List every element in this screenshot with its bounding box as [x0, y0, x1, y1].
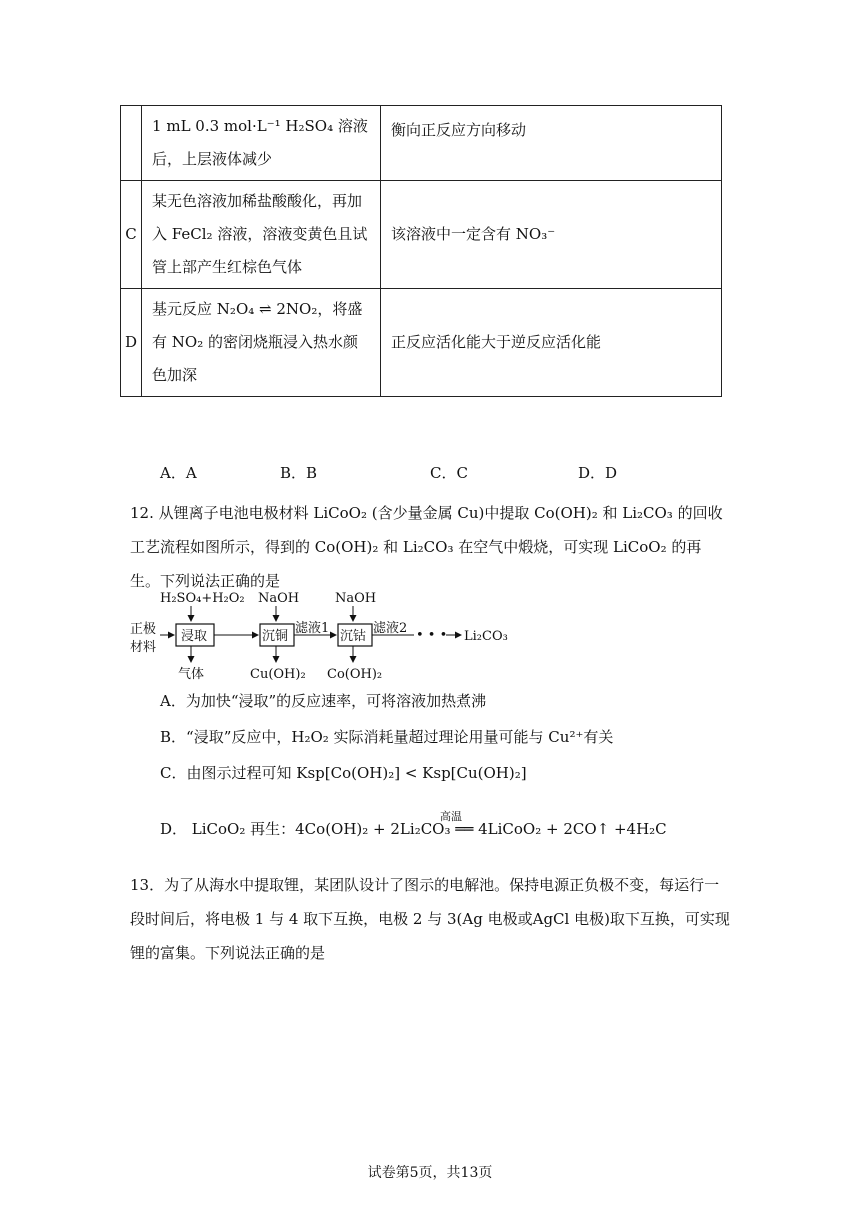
choice-a[interactable]: A．A: [160, 464, 197, 482]
box-leach-label: 浸取: [181, 629, 208, 644]
experiment-cell: 1 mL 0.3 mol·L⁻¹ H₂SO₄ 溶液后，上层液体减少: [142, 106, 381, 181]
experiment-cell: 基元反应 N₂O₄ ⇌ 2NO₂，将盛有 NO₂ 的密闭烧瓶浸入热水颜色加深: [142, 289, 381, 397]
choice-d[interactable]: D．D: [578, 464, 618, 482]
output-cuoh2: Cu(OH)₂: [250, 667, 306, 682]
box-cobalt-label: 沉钴: [340, 629, 367, 644]
table-row: [121, 181, 722, 289]
reagent-acid: H₂SO₄+H₂O₂: [160, 591, 245, 606]
question-13-stem: 13．为了从海水中提取锂，某团队设计了图示的电解池。保持电源正负极不变，每运行一段时间后，将电极 1 与 4 取下互换，电极 2 与 3(Ag 电极或AgCl 电极)取下互换，可实现锂的富集。下列说法正确的是: [130, 876, 730, 962]
conclusion-cell: 该溶液中一定含有 NO₃⁻: [381, 181, 722, 289]
choice-b[interactable]: B．B: [280, 464, 318, 482]
input-label-2: 材料: [130, 640, 157, 655]
option-b[interactable]: B．“浸取”反应中，H₂O₂ 实际消耗量超过理论用量可能与 Cu²⁺有关: [160, 728, 614, 746]
filtrate-2: 滤液2: [373, 621, 408, 636]
input-label-1: 正极: [130, 622, 157, 637]
flow-dots: • • •: [416, 628, 448, 643]
option-d[interactable]: D． LiCoO₂ 再生：4Co(OH)₂ + 2Li₂CO₃ ══ 4LiCoO₂ + 2CO↑ +4H₂C: [160, 820, 667, 838]
option-c[interactable]: C．由图示过程可知 Ksp[Co(OH)₂] < Ksp[Cu(OH)₂]: [160, 764, 527, 782]
output-gas: 气体: [178, 667, 205, 682]
reagent-naoh-1: NaOH: [258, 591, 300, 606]
table-row: [121, 106, 722, 181]
reaction-condition: 高温: [440, 810, 462, 823]
question-12-stem: 12. 从锂离子电池电极材料 LiCoO₂ (含少量金属 Cu)中提取 Co(OH)₂ 和 Li₂CO₃ 的回收工艺流程如图所示，得到的 Co(OH)₂ 和 Li₂CO₃ 在空气中煅烧，可实现 LiCoO₂ 的再生。下列说法正确的是: [130, 504, 723, 590]
reagent-naoh-2: NaOH: [335, 591, 377, 606]
choice-c[interactable]: C．C: [430, 464, 468, 482]
conclusion-cell: 正反应活化能大于逆反应活化能: [381, 289, 722, 397]
product-label: Li₂CO₃: [464, 629, 508, 644]
box-copper-label: 沉铜: [262, 629, 289, 644]
row-label: C: [121, 181, 142, 289]
table-row: [121, 289, 722, 397]
option-a[interactable]: A．为加快“浸取”的反应速率，可将溶液加热煮沸: [160, 692, 487, 710]
output-cooh2: Co(OH)₂: [327, 667, 383, 682]
question-11-table: [120, 105, 722, 397]
experiment-cell: 某无色溶液加稀盐酸酸化，再加入 FeCl₂ 溶液，溶液变黄色且试管上部产生红棕色气体: [142, 181, 381, 289]
recycling-flowchart: [128, 588, 528, 688]
filtrate-1: 滤液1: [295, 621, 330, 636]
row-label: [121, 106, 142, 181]
conclusion-cell: 衡向正反应方向移动: [381, 106, 722, 181]
row-label: D: [121, 289, 142, 397]
page-footer: 试卷第5页，共13页: [367, 1165, 493, 1181]
